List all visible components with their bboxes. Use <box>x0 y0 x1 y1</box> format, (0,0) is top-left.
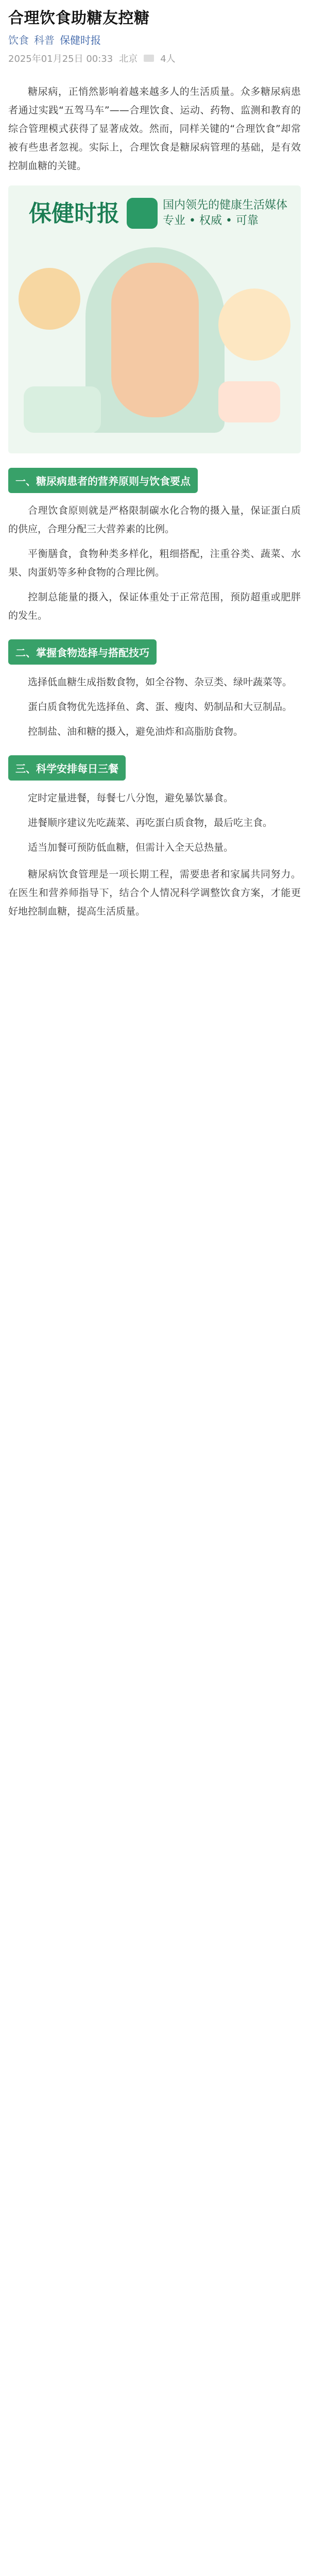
hero-brand-desc-line: 国内领先的健康生活媒体 <box>163 199 288 212</box>
food-basket-icon <box>24 386 101 433</box>
section-heading: 二、掌握食物选择与搭配技巧 <box>8 639 157 665</box>
section-paragraph: 蛋白质食物优先选择鱼、禽、蛋、瘦肉、奶制品和大豆制品。 <box>28 701 293 713</box>
section-1 <box>8 453 301 625</box>
section-3 <box>8 741 301 857</box>
section-paragraph: 平衡膳食，食物种类多样化，粗细搭配，注重谷类、蔬菜、水果、肉蛋奶等多种食物的合理比例。 <box>8 548 301 578</box>
section-paragraph: 控制盐、油和糖的摄入，避免油炸和高脂肪食物。 <box>28 726 244 737</box>
article-content <box>8 82 301 921</box>
section-paragraph: 适当加餐可预防低血糖，但需计入全天总热量。 <box>28 842 234 853</box>
tag-chip[interactable]: 科普 <box>34 34 55 46</box>
location-flag-icon <box>144 55 154 62</box>
section-body <box>8 501 301 625</box>
section-paragraph: 控制总能量的摄入，保证体重处于正常范围，预防超重或肥胖的发生。 <box>8 591 301 621</box>
section-2 <box>8 625 301 741</box>
brand-logo-icon <box>127 198 158 229</box>
hero-illustration <box>8 185 301 453</box>
publish-location: 北京 <box>119 54 138 64</box>
publish-datetime: 2025年01月25日 00:33 <box>8 54 113 64</box>
article-sub-meta <box>8 52 176 65</box>
article-meta <box>8 32 101 47</box>
article-header <box>0 0 309 52</box>
closing-paragraph: 糖尿病饮食管理是一项长期工程，需要患者和家属共同努力。在医生和营养师指导下，结合个人情况科学调整饮食方案，才能更好地控制血糖，提高生活质量。 <box>8 869 301 917</box>
food-dish-icon <box>218 381 280 422</box>
food-plate-icon <box>218 289 290 361</box>
food-plate-icon <box>19 268 80 330</box>
hero-brand: 保健时报 <box>29 200 119 227</box>
article-title: 合理饮食助糖友控糖 <box>8 9 150 27</box>
intro-paragraph: 糖尿病，正悄然影响着越来越多人的生活质量。众多糖尿病患者通过实践“五驾马车”——合理饮食、运动、药物、监测和教育的综合管理模式获得了显著成效。然而，同样关键的“合理饮食”却常被有些患者忽视。实际上，合理饮食是糖尿病管理的基础，是有效控制血糖的关键。 <box>8 86 301 172</box>
hero-brand-desc <box>163 198 287 229</box>
section-paragraph: 选择低血糖生成指数食物，如全谷物、杂豆类、绿叶蔬菜等。 <box>28 676 293 688</box>
read-count: 4人 <box>160 54 176 64</box>
person-illustration <box>111 263 199 417</box>
hero-brand-tagline: 专业 • 权威 • 可靠 <box>163 214 259 227</box>
category-chip[interactable]: 饮食 <box>8 34 29 46</box>
section-body <box>8 673 301 741</box>
section-paragraph: 进餐顺序建议先吃蔬菜、再吃蛋白质食物，最后吃主食。 <box>28 817 273 828</box>
section-heading: 三、科学安排每日三餐 <box>8 755 126 781</box>
section-body <box>8 789 301 857</box>
account-link[interactable]: 保健时报 <box>60 34 101 46</box>
section-paragraph: 合理饮食原则就是严格限制碳水化合物的摄入量，保证蛋白质的供应，合理分配三大营养素的比例。 <box>8 505 301 535</box>
section-heading: 一、糖尿病患者的营养原则与饮食要点 <box>8 468 198 493</box>
section-paragraph: 定时定量进餐，每餐七八分饱，避免暴饮暴食。 <box>28 792 234 804</box>
